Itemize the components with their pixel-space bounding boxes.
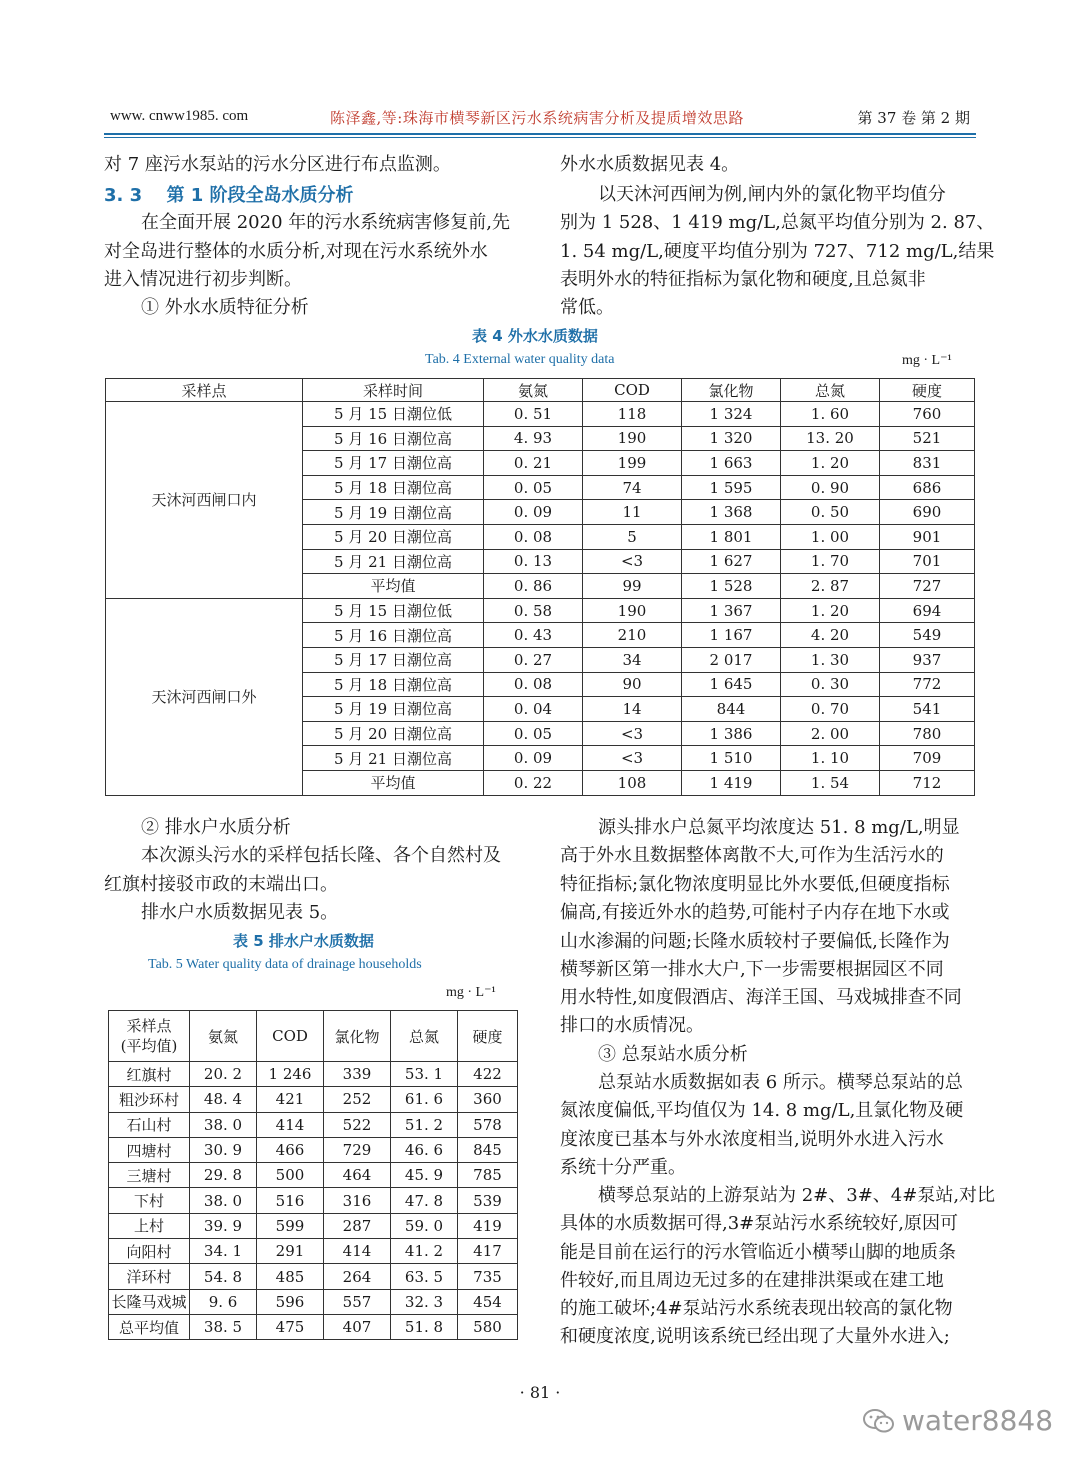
table-cell: 845 (458, 1137, 518, 1162)
table-cell: 5 月 21 日潮位高 (303, 746, 484, 771)
table-cell: 1 320 (682, 426, 781, 451)
table-cell: 0. 43 (484, 623, 583, 648)
table-cell: 1 663 (682, 451, 781, 476)
table4-caption-en: Tab. 4 External water quality data (425, 352, 615, 367)
table-cell: 549 (880, 623, 975, 648)
table-cell: 475 (257, 1314, 324, 1339)
table-cell: 20. 2 (190, 1062, 257, 1087)
table-cell: 1 510 (682, 746, 781, 771)
table-cell: 694 (880, 598, 975, 623)
col-header: 氯化物 (324, 1011, 391, 1062)
paragraph-line: 件较好,而且周边无过多的在建排洪渠或在建工地 (560, 1270, 944, 1291)
table-cell: 0. 90 (781, 475, 880, 500)
sample-site-cell: 向阳村 (109, 1239, 190, 1264)
table-cell: 0. 50 (781, 500, 880, 525)
table-cell: 599 (257, 1213, 324, 1238)
table-cell: 578 (458, 1112, 518, 1137)
table-cell: 541 (880, 697, 975, 722)
table-cell: 264 (324, 1264, 391, 1289)
table-cell: 38. 0 (190, 1112, 257, 1137)
table-cell: 0. 04 (484, 697, 583, 722)
table-cell: 831 (880, 451, 975, 476)
table-cell: 4. 20 (781, 623, 880, 648)
paragraph-line: 能是目前在运行的污水管临近小横琴山脚的地质条 (560, 1242, 956, 1263)
table-row (106, 402, 975, 427)
sample-site-cell: 红旗村 (109, 1062, 190, 1087)
table-cell: 2. 87 (781, 574, 880, 599)
section-heading (104, 181, 354, 207)
table5-caption-en: Tab. 5 Water quality data of drainage households (148, 957, 422, 972)
table-cell: 5 月 21 日潮位高 (303, 549, 484, 574)
table-cell: 51. 8 (391, 1314, 458, 1339)
table-cell: 0. 51 (484, 402, 583, 427)
col-header: 硬度 (458, 1011, 518, 1062)
table-cell: 417 (458, 1239, 518, 1264)
sample-site-cell: 粗沙环村 (109, 1087, 190, 1112)
table-cell: 1 801 (682, 524, 781, 549)
table-cell: 1 324 (682, 402, 781, 427)
table-cell: 339 (324, 1062, 391, 1087)
table-cell: 14 (583, 697, 682, 722)
sample-site-cell: 四塘村 (109, 1137, 190, 1162)
table-header-row (106, 379, 975, 402)
journal-url: www. cnww1985. com (110, 108, 249, 124)
paragraph: 对 7 座污水泵站的污水分区进行布点监测。 (104, 154, 451, 175)
table-cell: 780 (880, 721, 975, 746)
table-cell: 5 月 15 日潮位低 (303, 402, 484, 427)
table-cell: 5 月 20 日潮位高 (303, 721, 484, 746)
table-cell: 596 (257, 1289, 324, 1314)
table-cell: 0. 05 (484, 721, 583, 746)
section-number: 3. 3 (104, 185, 143, 206)
table-cell: 118 (583, 402, 682, 427)
table-cell: 48. 4 (190, 1087, 257, 1112)
running-title: 陈泽鑫,等:珠海市横琴新区污水系统病害分析及提质增效思路 (330, 109, 744, 127)
table-cell: 522 (324, 1112, 391, 1137)
site-cell: 天沐河西闸口外 (106, 598, 303, 795)
table-cell: 0. 27 (484, 647, 583, 672)
table-row (109, 1112, 518, 1137)
table-cell: 0. 13 (484, 549, 583, 574)
table-cell: 5 (583, 524, 682, 549)
table-cell: 521 (880, 426, 975, 451)
table-cell: 0. 30 (781, 672, 880, 697)
table-row (109, 1163, 518, 1188)
table-cell: 41. 2 (391, 1239, 458, 1264)
paragraph-line: 1. 54 mg/L,硬度平均值分别为 727、712 mg/L,结果 (560, 241, 995, 262)
table-cell: 108 (583, 770, 682, 795)
sample-site-cell: 石山村 (109, 1112, 190, 1137)
col-header: 氨氮 (190, 1011, 257, 1062)
table-cell: 29. 8 (190, 1163, 257, 1188)
table-cell: 4. 93 (484, 426, 583, 451)
table-cell: 46. 6 (391, 1137, 458, 1162)
table-cell: 422 (458, 1062, 518, 1087)
paragraph-line: 的施工破坏;4#泵站污水系统表现出较高的氯化物 (560, 1298, 953, 1319)
table-cell: 0. 58 (484, 598, 583, 623)
table-cell: 38. 5 (190, 1314, 257, 1339)
table-cell: 0. 08 (484, 524, 583, 549)
table-cell: 1 627 (682, 549, 781, 574)
table-cell: 61. 6 (391, 1087, 458, 1112)
table-cell: 34 (583, 647, 682, 672)
col-header: 氯化物 (682, 379, 781, 402)
sample-site-cell: 总平均值 (109, 1314, 190, 1339)
table-cell: 0. 09 (484, 500, 583, 525)
table-cell: 316 (324, 1188, 391, 1213)
site-cell: 天沐河西闸口内 (106, 402, 303, 599)
paragraph-line: 具体的水质数据可得,3#泵站污水系统较好,原因可 (560, 1213, 958, 1234)
table-cell: 190 (583, 598, 682, 623)
watermark-text: water8848 (902, 1404, 1054, 1437)
table-cell: 199 (583, 451, 682, 476)
volume-issue: 第 37 卷 第 2 期 (857, 109, 970, 127)
page-number: · 81 · (519, 1383, 561, 1402)
paragraph-line: 氮浓度偏低,平均值仅为 14. 8 mg/L,且氯化物及硬 (560, 1100, 964, 1121)
table-cell: 0. 09 (484, 746, 583, 771)
table-row (109, 1314, 518, 1339)
table-cell: 252 (324, 1087, 391, 1112)
table4-caption-cn: 表 4 外水水质数据 (472, 327, 598, 345)
table-cell: 32. 3 (391, 1289, 458, 1314)
sample-site-cell: 下村 (109, 1188, 190, 1213)
table-cell: 686 (880, 475, 975, 500)
table-cell: 5 月 16 日潮位高 (303, 623, 484, 648)
table-row (109, 1239, 518, 1264)
table-row (109, 1213, 518, 1238)
table-cell: <3 (583, 549, 682, 574)
paragraph-line: 横琴总泵站的上游泵站为 2#、3#、4#泵站,对比 (598, 1185, 996, 1206)
table-cell: 539 (458, 1188, 518, 1213)
paragraph-line: 别为 1 528、1 419 mg/L,总氮平均值分别为 2. 87、 (560, 212, 995, 233)
table-row (109, 1137, 518, 1162)
table-cell: 709 (880, 746, 975, 771)
table-cell: 59. 0 (391, 1213, 458, 1238)
table-cell: 1 167 (682, 623, 781, 648)
paragraph-line: 排水户水质数据见表 5。 (141, 902, 339, 923)
table-cell: 414 (324, 1239, 391, 1264)
table-cell: 5 月 19 日潮位高 (303, 697, 484, 722)
paragraph-line: 和硬度浓度,说明该系统已经出现了大量外水进入; (560, 1326, 950, 1347)
table4-unit: mg · L⁻¹ (902, 353, 952, 368)
paragraph-line: 高于外水且数据整体离散不大,可作为生活污水的 (560, 845, 944, 866)
table-cell: 1 528 (682, 574, 781, 599)
table-cell: 5 月 20 日潮位高 (303, 524, 484, 549)
paragraph-line: 总泵站水质数据如表 6 所示。横琴总泵站的总 (598, 1072, 963, 1093)
table-cell: 0. 86 (484, 574, 583, 599)
table-cell: 1. 00 (781, 524, 880, 549)
table-cell: 701 (880, 549, 975, 574)
col-header: 采样点 (106, 379, 303, 402)
table-cell: 1. 60 (781, 402, 880, 427)
table-cell: 735 (458, 1264, 518, 1289)
paragraph-line: 横琴新区第一排水大户,下一步需要根据园区不同 (560, 959, 944, 980)
table-cell: 51. 2 (391, 1112, 458, 1137)
table-cell: 291 (257, 1239, 324, 1264)
paragraph-line: 偏高,有接近外水的趋势,可能村子内存在地下水或 (560, 902, 950, 923)
table-cell: 63. 5 (391, 1264, 458, 1289)
col-header: 硬度 (880, 379, 975, 402)
table-cell: 45. 9 (391, 1163, 458, 1188)
subheading-1: ① 外水水质特征分析 (141, 297, 309, 318)
table-cell: 421 (257, 1087, 324, 1112)
table-cell: 1 368 (682, 500, 781, 525)
table-cell: 5 月 19 日潮位高 (303, 500, 484, 525)
table-cell: 74 (583, 475, 682, 500)
table-cell: 729 (324, 1137, 391, 1162)
table-cell: 1 419 (682, 770, 781, 795)
table-cell: 0. 05 (484, 475, 583, 500)
table-cell: 5 月 18 日潮位高 (303, 475, 484, 500)
table-cell: 53. 1 (391, 1062, 458, 1087)
running-header (104, 104, 976, 132)
table-external-water-quality (105, 378, 975, 796)
paragraph-line: 本次源头污水的采样包括长隆、各个自然村及 (141, 845, 501, 866)
watermark (862, 1404, 1053, 1437)
table-cell: 464 (324, 1163, 391, 1188)
table-cell: 712 (880, 770, 975, 795)
col-header: 总氮 (391, 1011, 458, 1062)
paragraph-line: 系统十分严重。 (560, 1157, 686, 1178)
paragraph-line: 特征指标;氯化物浓度明显比外水要低,但硬度指标 (560, 874, 950, 895)
table-cell: 13. 20 (781, 426, 880, 451)
table-cell: 690 (880, 500, 975, 525)
table-cell: 454 (458, 1289, 518, 1314)
table-cell: 1 367 (682, 598, 781, 623)
table-cell: 500 (257, 1163, 324, 1188)
paragraph-line: 红旗村接驳市政的末端出口。 (104, 874, 338, 895)
table-cell: 0. 70 (781, 697, 880, 722)
table-cell: 210 (583, 623, 682, 648)
header-rule (104, 133, 976, 135)
table5-unit: mg · L⁻¹ (446, 985, 496, 1000)
col-header: COD (583, 379, 682, 402)
table-cell: 5 月 17 日潮位高 (303, 647, 484, 672)
table-cell: 516 (257, 1188, 324, 1213)
table-cell: 360 (458, 1087, 518, 1112)
table-cell: 38. 0 (190, 1188, 257, 1213)
table-cell: 844 (682, 697, 781, 722)
table-cell: 1. 10 (781, 746, 880, 771)
paragraph-line: 山水渗漏的问题;长隆水质较村子要偏低,长隆作为 (560, 931, 950, 952)
table-cell: 9. 6 (190, 1289, 257, 1314)
table-row (109, 1087, 518, 1112)
table-cell: 1 246 (257, 1062, 324, 1087)
table-cell: 5 月 16 日潮位高 (303, 426, 484, 451)
sample-site-cell: 上村 (109, 1213, 190, 1238)
table-cell: 1. 70 (781, 549, 880, 574)
section-title: 第 1 阶段全岛水质分析 (166, 185, 354, 206)
table-drainage-households (108, 1010, 518, 1340)
col-header: 总氮 (781, 379, 880, 402)
table-cell: 190 (583, 426, 682, 451)
table-cell: 47. 8 (391, 1188, 458, 1213)
col-header: 采样点 (平均值) (109, 1011, 190, 1062)
table-row (109, 1289, 518, 1314)
table-row (109, 1264, 518, 1289)
sample-site-cell: 洋环村 (109, 1264, 190, 1289)
table-cell: 485 (257, 1264, 324, 1289)
table-cell: 1 386 (682, 721, 781, 746)
table-cell: 99 (583, 574, 682, 599)
paragraph-line: 用水特性,如度假酒店、海洋王国、马戏城排查不同 (560, 987, 962, 1008)
table-cell: 901 (880, 524, 975, 549)
table-cell: 0. 21 (484, 451, 583, 476)
table-cell: 1. 30 (781, 647, 880, 672)
table-cell: 30. 9 (190, 1137, 257, 1162)
paragraph-line: 表明外水的特征指标为氯化物和硬度,且总氮非 (560, 269, 926, 290)
table5-caption-cn: 表 5 排水户水质数据 (233, 932, 374, 950)
table-cell: 34. 1 (190, 1239, 257, 1264)
table-cell: 平均值 (303, 770, 484, 795)
table-cell: 0. 08 (484, 672, 583, 697)
table-cell: 1 645 (682, 672, 781, 697)
col-header: COD (257, 1011, 324, 1062)
table-cell: 1. 20 (781, 598, 880, 623)
table-cell: 287 (324, 1213, 391, 1238)
table-cell: 0. 22 (484, 770, 583, 795)
wechat-icon (862, 1408, 896, 1434)
table-cell: 760 (880, 402, 975, 427)
table-cell: 54. 8 (190, 1264, 257, 1289)
table-header-row (109, 1011, 518, 1062)
paragraph-line: 在全面开展 2020 年的污水系统病害修复前,先 (141, 212, 510, 233)
subheading-3: ③ 总泵站水质分析 (598, 1044, 748, 1065)
table-cell: 466 (257, 1137, 324, 1162)
header-rule-thin (104, 137, 976, 138)
paragraph-line: 外水水质数据见表 4。 (560, 154, 740, 175)
table-cell: 937 (880, 647, 975, 672)
col-header: 氨氮 (484, 379, 583, 402)
table-cell: 414 (257, 1112, 324, 1137)
table-cell: 557 (324, 1289, 391, 1314)
table-cell: 1. 20 (781, 451, 880, 476)
subheading-2: ② 排水户水质分析 (141, 817, 291, 838)
table-cell: 平均值 (303, 574, 484, 599)
table-cell: 727 (880, 574, 975, 599)
table-cell: 5 月 18 日潮位高 (303, 672, 484, 697)
paragraph-line: 常低。 (560, 297, 614, 318)
table-cell: <3 (583, 746, 682, 771)
table-cell: 39. 9 (190, 1213, 257, 1238)
table-cell: <3 (583, 721, 682, 746)
table-cell: 11 (583, 500, 682, 525)
table-cell: 580 (458, 1314, 518, 1339)
col-header: 采样时间 (303, 379, 484, 402)
table-row (109, 1188, 518, 1213)
table-cell: 2. 00 (781, 721, 880, 746)
table-cell: 419 (458, 1213, 518, 1238)
paragraph-line: 源头排水户总氮平均浓度达 51. 8 mg/L,明显 (598, 817, 960, 838)
sample-site-cell: 三塘村 (109, 1163, 190, 1188)
table-cell: 2 017 (682, 647, 781, 672)
paragraph-line: 度浓度已基本与外水浓度相当,说明外水进入污水 (560, 1129, 944, 1150)
table-cell: 1 595 (682, 475, 781, 500)
paragraph-line: 以天沐河西闸为例,闸内外的氯化物平均值分 (598, 184, 946, 205)
paragraph-line: 对全岛进行整体的水质分析,对现在污水系统外水 (104, 241, 488, 262)
table-row (106, 598, 975, 623)
table-cell: 772 (880, 672, 975, 697)
table-cell: 407 (324, 1314, 391, 1339)
table-row (109, 1062, 518, 1087)
table-cell: 5 月 15 日潮位低 (303, 598, 484, 623)
table-cell: 5 月 17 日潮位高 (303, 451, 484, 476)
table-cell: 1. 54 (781, 770, 880, 795)
paragraph-line: 排口的水质情况。 (560, 1015, 704, 1036)
paragraph-line: 进入情况进行初步判断。 (104, 269, 302, 290)
table-cell: 90 (583, 672, 682, 697)
table-cell: 785 (458, 1163, 518, 1188)
sample-site-cell: 长隆马戏城 (109, 1289, 190, 1314)
